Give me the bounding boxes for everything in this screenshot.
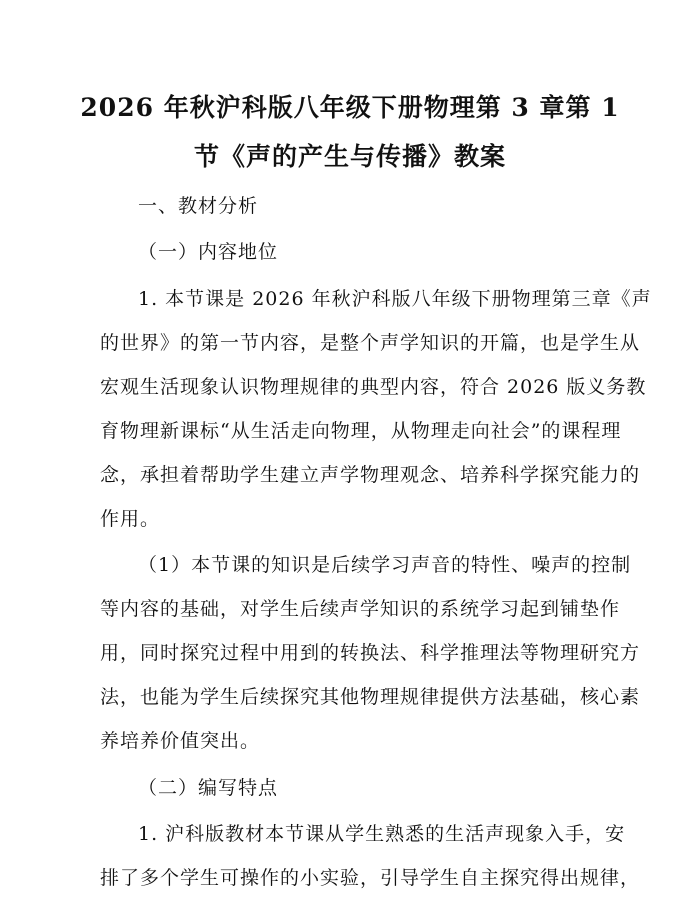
document-title-line-1: 2026 年秋沪科版八年级下册物理第 3 章第 1 [80, 93, 620, 122]
paragraph-line: 的世界》的第一节内容，是整个声学知识的开篇，也是学生从 [100, 332, 641, 354]
paragraph-line: 排了多个学生可操作的小实验，引导学生自主探究得出规律， [100, 867, 641, 889]
paragraph-line: （1）本节课的知识是后续学习声音的特性、噪声的控制 [138, 554, 632, 576]
paragraph-line: 育物理新课标“从生活走向物理，从物理走向社会”的课程理 [100, 420, 622, 442]
subsection-heading-writing-features: （二）编写特点 [138, 777, 279, 799]
paragraph-line: 用，同时探究过程中用到的转换法、科学推理法等物理研究方 [100, 642, 641, 664]
paragraph-line: 养培养价值突出。 [100, 730, 261, 752]
paragraph-line: 1. 沪科版教材本节课从学生熟悉的生活声现象入手，安 [138, 823, 626, 845]
subsection-heading-content-position: （一）内容地位 [138, 241, 279, 263]
document-title-line-2: 节《声的产生与传播》教案 [193, 142, 506, 171]
paragraph-line: 作用。 [100, 508, 161, 530]
paragraph-line: 宏观生活现象认识物理规律的典型内容，符合 2026 版义务教 [100, 376, 647, 398]
paragraph-line: 等内容的基础，对学生后续声学知识的系统学习起到铺垫作 [100, 598, 621, 620]
paragraph-line: 1. 本节课是 2026 年秋沪科版八年级下册物理第三章《声 [138, 288, 652, 310]
paragraph-line: 念，承担着帮助学生建立声学物理观念、培养科学探究能力的 [100, 464, 641, 486]
paragraph-line: 法，也能为学生后续探究其他物理规律提供方法基础，核心素 [100, 686, 641, 708]
section-heading-teaching-material-analysis: 一、教材分析 [138, 195, 259, 217]
